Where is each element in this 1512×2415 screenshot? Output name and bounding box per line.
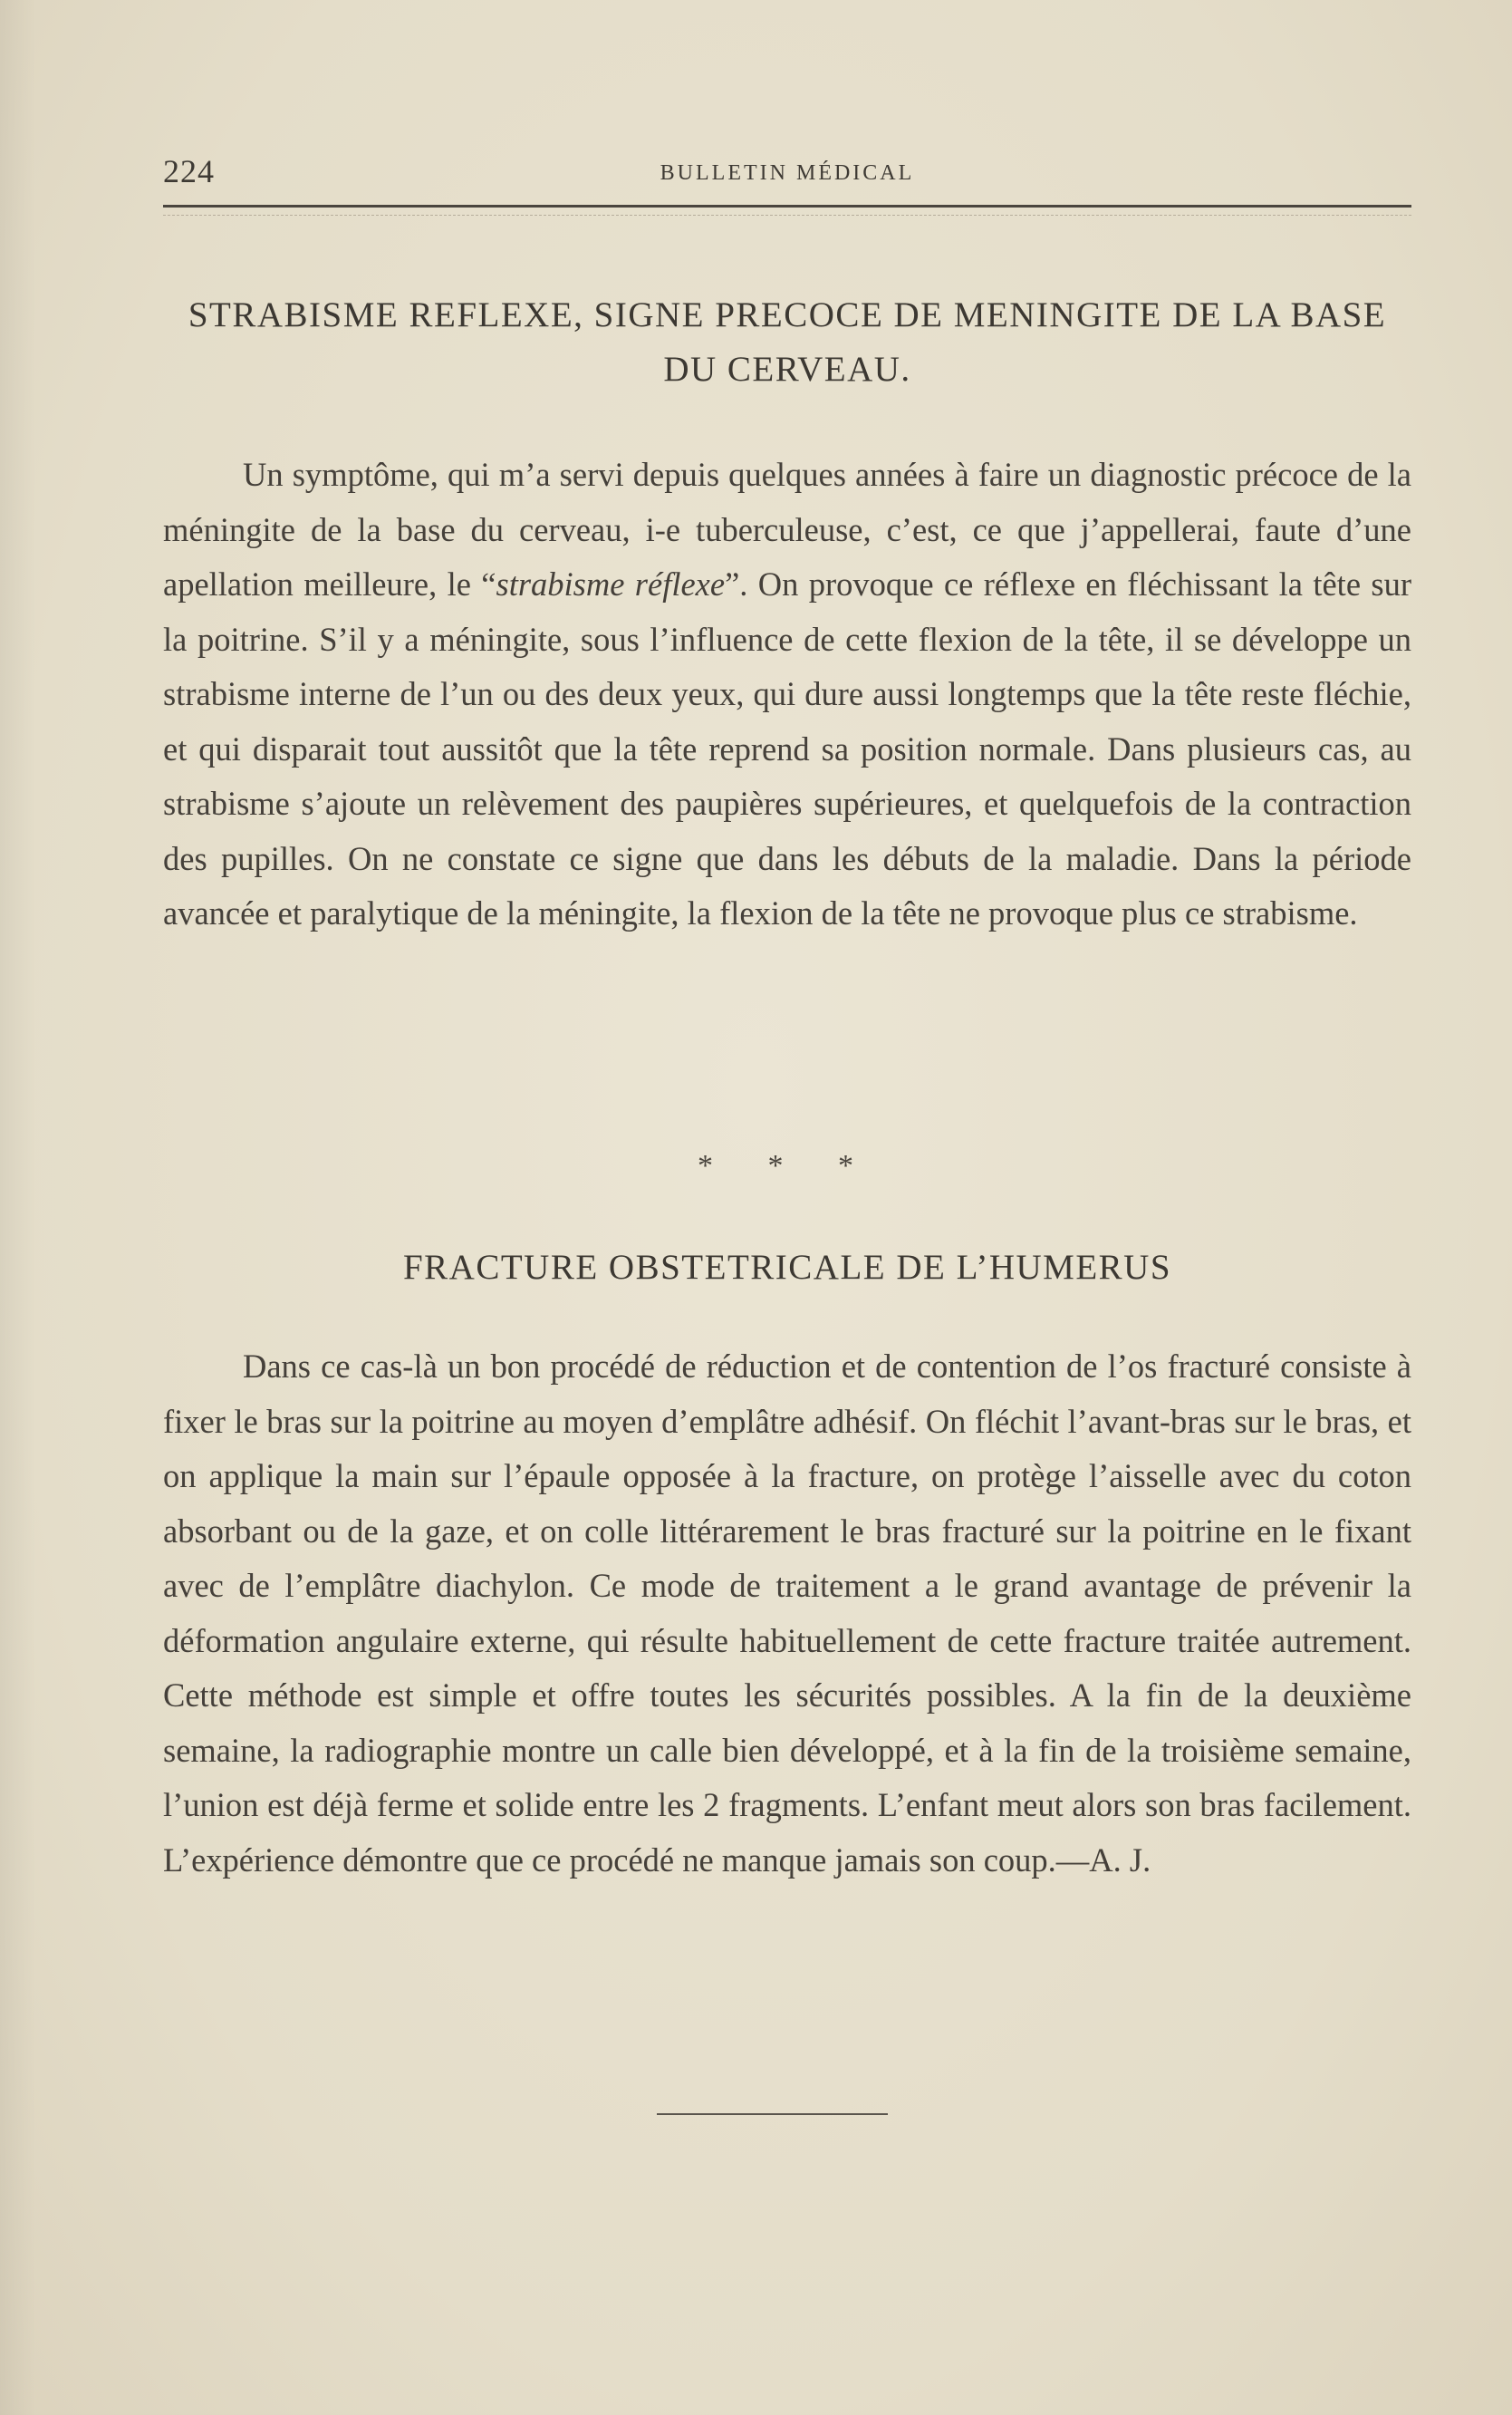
article1-text-start: Un symptôme, qui m’a servi depuis quelques années à faire un diagnostic précoce de la méningite de la base du cerveau, i-e tuberculeuse, c’est, ce que j’appellerai, faute d’une apellation meilleure, le “ [163, 456, 1411, 603]
section-separator: * * * [698, 1149, 877, 1183]
page-number: 224 [163, 153, 215, 189]
article1-italic-term: strabisme réflexe [496, 565, 726, 603]
running-head: BULLETIN MÉDICAL [660, 161, 915, 185]
page-header [163, 152, 1411, 192]
page-fold-shadow [0, 0, 36, 2415]
header-rule [163, 205, 1411, 211]
article1-text-end: ”. On provoque ce réflexe en fléchissant la tête sur la poitrine. S’il y a méningite, sous l’influence de cette flexion de la tête, il se développe un strabisme interne de l’un ou des deux yeux, qui dure aussi longtemps que la tête reste fléchie, et qui disparait tout aussitôt que la tête reprend sa position normale. Dans plusieurs cas, au strabisme s’ajoute un relèvement des paupières supérieures, et quelquefois de la contraction des pupilles. On ne constate ce signe que dans les débuts de la maladie. Dans la période avancée et paralytique de la méningite, la flexion de la tête ne provoque plus ce strabisme. [163, 565, 1411, 932]
article2-title: FRACTURE OBSTETRICALE DE L’HUMERUS [402, 1248, 1172, 1287]
article1-body [163, 448, 1411, 942]
end-rule [657, 2113, 888, 2115]
article1-title: STRABISME REFLEXE, SIGNE PRECOCE DE MENINGITE DE LA BASE DU CERVEAU. [188, 295, 1387, 389]
article2-body: Dans ce cas-là un bon procédé de réduction et de contention de l’os fracturé consiste à fixer le bras sur la poitrine au moyen d’emplâtre adhésif. On fléchit l’avant-bras sur le bras, et on applique la main sur l’épaule opposée à la fracture, on protège l’aisselle avec du coton absorbant ou de la gaze, et on colle littérarement le bras fracturé sur la poitrine en le fixant avec de l’emplâtre diachylon. Ce mode de traitement a le grand avantage de prévenir la déformation angulaire externe, qui résulte habituellement de cette fracture traitée autrement. Cette méthode est simple et offre toutes les sécurités possibles. A la fin de la deuxième semaine, la radiographie montre un calle bien développé, et à la fin de la troisième semaine, l’union est déjà ferme et solide entre les 2 fragments. L’enfant meut alors son bras facilement. L’expérience démontre que ce procédé ne manque jamais son coup.—A. J. [163, 1348, 1411, 1879]
